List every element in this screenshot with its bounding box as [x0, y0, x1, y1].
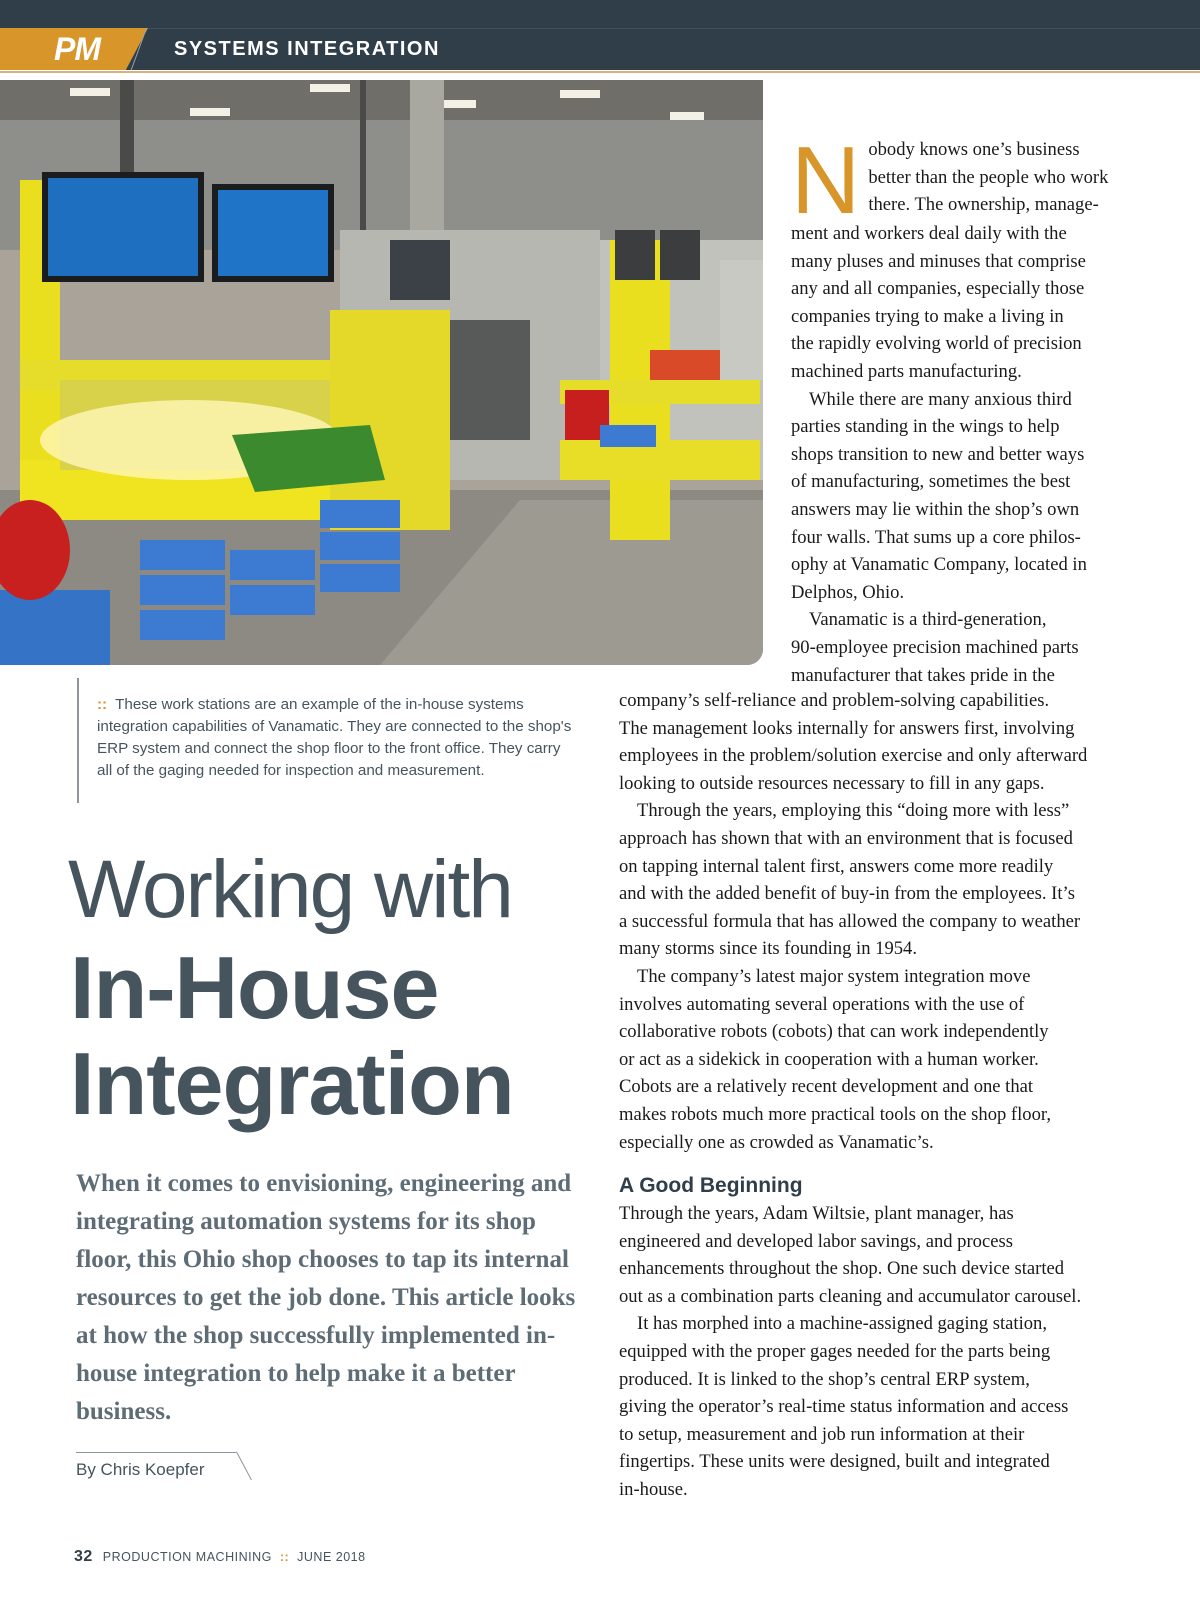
article-line: Vanamatic is a third-generation, [809, 609, 1047, 631]
article-line: ophy at Vanamatic Company, located in [791, 554, 1087, 576]
article-line: many storms since its founding in 1954. [619, 938, 917, 960]
article-line: of manufacturing, sometimes the best [791, 471, 1071, 493]
article-line: a successful formula that has allowed the company to weather [619, 910, 1081, 932]
article-column-top [791, 127, 1141, 689]
article-line: Delphos, Ohio. [791, 581, 905, 603]
header-rule [0, 71, 1200, 73]
article-line: The company’s latest major system integration move [637, 965, 1031, 987]
article-line: manufacturer that takes pride in the [791, 664, 1055, 686]
publication-name: PRODUCTION MACHINING [102, 1550, 272, 1564]
article-line: involves automating several operations with the use of [619, 993, 1025, 1015]
article-line: machined parts manufacturing. [791, 360, 1022, 382]
article-line: employees in the problem/solution exercise and only afterward [619, 745, 1088, 767]
article-line: makes robots much more practical tools on the shop floor, [619, 1103, 1051, 1125]
article-line: While there are many anxious third [809, 388, 1072, 410]
article-line: answers may lie within the shop’s own [791, 498, 1080, 520]
article-line: It has morphed into a machine-assigned gaging station, [637, 1313, 1047, 1335]
headline-line-1: Working with [68, 844, 512, 935]
article-line: on tapping internal talent first, answers come more readily [619, 855, 1054, 877]
article-line: collaborative robots (cobots) that can work independently [619, 1021, 1049, 1043]
workstation-photo [0, 80, 763, 665]
article-line: company’s self-reliance and problem-solving capabilities. [619, 690, 1050, 711]
article-line: Cobots are a relatively recent development and one that [619, 1076, 1034, 1098]
article-line: 90-employee precision machined parts [791, 636, 1079, 658]
article-line: The management looks internally for answers first, involving [619, 717, 1075, 739]
article-line: Through the years, Adam Wiltsie, plant manager, has [619, 1203, 1014, 1225]
article-line: ment and workers deal daily with the [791, 223, 1067, 244]
article-line: the rapidly evolving world of precision [791, 333, 1082, 355]
brand-logo: PM [54, 31, 100, 67]
footer-separator: :: [279, 1550, 290, 1564]
article-line: equipped with the proper gages needed for the parts being [619, 1341, 1051, 1363]
article-line: and with the added benefit of buy-in from the employees. It’s [619, 883, 1075, 905]
article-line: Through the years, employing this “doing more with less” [637, 800, 1070, 822]
caption-text: These work stations are an example of the in-house systems integration capabilities of Vanamatic. They are connected to the shop's ERP system and connect the shop floor to the front office. They carry all of the gaging needed for inspection and measurement. [97, 696, 572, 779]
photo-caption [77, 678, 577, 803]
article-line: or act as a sidekick in cooperation with a human worker. [619, 1048, 1039, 1070]
article-line: out as a combination parts cleaning and accumulator carousel. [619, 1285, 1082, 1307]
article-line: there. The ownership, manage- [868, 194, 1099, 216]
article-column-main [619, 687, 1149, 1504]
article-line: better than the people who work [868, 166, 1109, 188]
article-line: in-house. [619, 1479, 688, 1501]
article-line: engineered and developed labor savings, and process [619, 1230, 1013, 1252]
issue-date: JUNE 2018 [297, 1550, 366, 1564]
article-line: shops transition to new and better ways [791, 443, 1085, 465]
byline: By Chris Koepfer [76, 1460, 205, 1479]
workstation-photo-illustration [0, 80, 763, 665]
byline-tick [236, 1452, 252, 1481]
article-line: giving the operator’s real-time status information and access [619, 1396, 1069, 1418]
article-line: companies trying to make a living in [791, 305, 1064, 327]
article-line: many pluses and minuses that comprise [791, 250, 1086, 272]
headline-line-3: Integration [70, 1034, 514, 1133]
article-line: enhancements throughout the shop. One such device started [619, 1258, 1065, 1280]
section-title: SYSTEMS INTEGRATION [174, 38, 440, 60]
article-line: looking to outside resources necessary to fill in any gaps. [619, 772, 1045, 794]
article-line: parties standing in the wings to help [791, 416, 1060, 438]
drop-cap: N [791, 127, 861, 234]
page-number: 32 [74, 1548, 93, 1565]
caption-marker: :: [97, 696, 108, 713]
article-line: especially one as crowded as Vanamatic’s. [619, 1131, 934, 1153]
article-deck: When it comes to envisioning, engineering and integrating automation systems for its shop floor, this Ohio shop chooses to tap its internal resources to get the job done. This article looks at how the shop successfully implemented in-house integration to help make it a better business. [76, 1170, 576, 1425]
article-line: approach has shown that with an environment that is focused [619, 827, 1073, 849]
page-footer [74, 1548, 366, 1568]
headline-line-2: In-House [70, 938, 439, 1037]
article-line: fingertips. These units were designed, built and integrated [619, 1451, 1050, 1473]
section-subhead: A Good Beginning [619, 1174, 803, 1198]
byline-rule [76, 1452, 236, 1453]
article-line: four walls. That sums up a core philos- [791, 526, 1081, 548]
article-line: produced. It is linked to the shop’s central ERP system, [619, 1368, 1030, 1390]
article-line: any and all companies, especially those [791, 278, 1085, 300]
article-line: to setup, measurement and job run information at their [619, 1423, 1025, 1445]
article-line: obody knows one’s business [868, 139, 1080, 160]
